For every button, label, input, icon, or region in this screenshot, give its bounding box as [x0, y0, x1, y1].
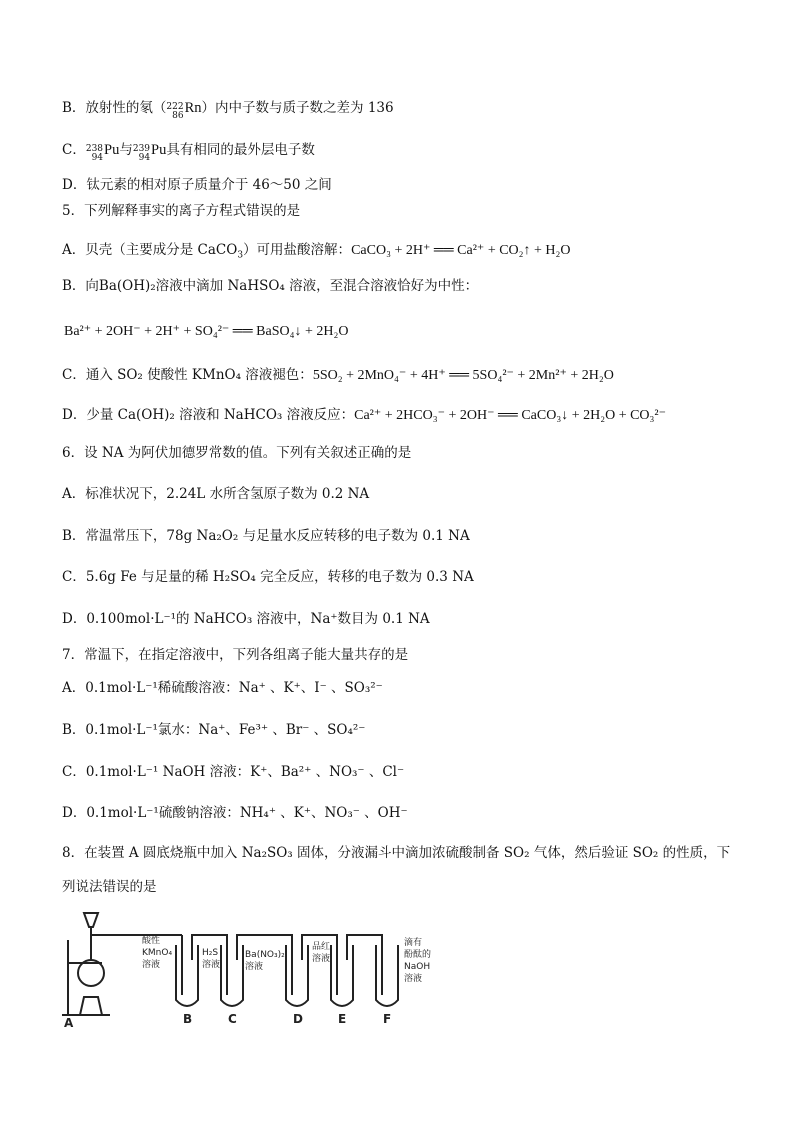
label-a: A [64, 1016, 74, 1030]
q8-stem-line1: 8．在装置 A 圆底烧瓶中加入 Na₂SO₃ 固体，分液漏斗中滴加浓硫酸制备 SO₂ 气体，然后验证 SO₂ 的性质，下 [62, 845, 731, 861]
rn-isotope-numbers [166, 103, 183, 121]
q7-option-c: C．0.1mol·L⁻¹ NaOH 溶液：K⁺、Ba²⁺ 、NO₃⁻ 、Cl⁻ [62, 764, 405, 780]
q4-option-d: D．钛元素的相对原子质量介于 46～50 之间 [62, 177, 332, 193]
q7-option-d: D．0.1mol·L⁻¹硫酸钠溶液：NH₄⁺ 、K⁺、NO₃⁻ 、OH⁻ [62, 805, 408, 821]
q6-stem: 6．设 NA 为阿伏加德罗常数的值。下列有关叙述正确的是 [62, 445, 412, 461]
reagent-b-line2: KMnO₄ [142, 948, 173, 958]
reagent-e-line2: 溶液 [312, 954, 331, 964]
q6-option-a: A．标准状况下，2.24L 水所含氢原子数为 0.2 NA [62, 486, 370, 502]
test-tube-b [176, 945, 198, 1006]
q4c-mid: 与 [119, 142, 133, 158]
q4c-prefix: C． [62, 142, 86, 158]
q4-option-c [62, 140, 315, 163]
q5a-label: A．贝壳（主要成分是 CaCO [62, 242, 238, 258]
q4b-prefix: B．放射性的氡（ [62, 100, 167, 116]
test-tube-f [376, 945, 398, 1006]
reagent-e-line1: 品红 [312, 942, 331, 952]
reagent-b-line1: 酸性 [142, 936, 161, 946]
q5a-label-sub: 3 [237, 250, 244, 261]
reagent-f-line1: 滴有 [404, 938, 423, 948]
q7-option-b: B．0.1mol·L⁻¹氯水：Na⁺、Fe³⁺ 、Br⁻ 、SO₄²⁻ [62, 722, 366, 738]
q5-option-b: B．向Ba(OH)₂溶液中滴加 NaHSO₄ 溶液，至混合溶液恰好为中性： [62, 278, 479, 294]
reagent-c-line1: H₂S [202, 948, 219, 958]
rn-atomic-number: 86 [172, 111, 184, 121]
q7-option-a: A．0.1mol·L⁻¹稀硫酸溶液：Na⁺ 、K⁺、I⁻ 、SO₃²⁻ [62, 680, 383, 696]
q5c-equation: 5SO₂ + 2MnO₄⁻ + 4H⁺ ══ 5SO₄²⁻ + 2Mn²⁺ + 2H₂O [312, 368, 614, 383]
q6-option-d: D．0.100mol·L⁻¹的 NaHCO₃ 溶液中，Na⁺数目为 0.1 NA [62, 611, 430, 627]
q6-option-b: B．常温常压下，78g Na₂O₂ 与足量水反应转移的电子数为 0.1 NA [62, 528, 470, 544]
separatory-funnel [84, 913, 98, 927]
q4b-suffix: ）内中子数与质子数之差为 136 [201, 100, 394, 116]
q8-stem-line2: 列说法错误的是 [62, 879, 157, 895]
test-tube-d [286, 945, 308, 1006]
reagent-f-line4: 溶液 [404, 974, 423, 984]
q5d-label: D．少量 Ca(OH)₂ 溶液和 NaHCO₃ 溶液反应： [62, 407, 355, 423]
reagent-f-line2: 酚酞的 [404, 950, 432, 960]
q4-option-b [62, 98, 394, 121]
q4c-suffix: 具有相同的最外层电子数 [166, 142, 315, 158]
reagent-d-line1: Ba(NO₃)₂ [245, 950, 285, 960]
rn-mass-number: 222 [166, 102, 184, 112]
q5-option-a [62, 240, 571, 261]
burner-icon [80, 997, 102, 1015]
test-tube-e [331, 945, 353, 1006]
pu239-symbol: Pu [151, 142, 167, 158]
label-b: B [183, 1012, 193, 1026]
q7-stem: 7．常温下，在指定溶液中，下列各组离子能大量共存的是 [62, 647, 409, 663]
apparatus-diagram [62, 905, 462, 1030]
label-f: F [383, 1012, 392, 1026]
reagent-d-line2: 溶液 [245, 962, 264, 972]
pu239-atomic: 94 [138, 153, 151, 163]
reagent-b-line3: 溶液 [142, 960, 161, 970]
q5a-label2: ）可用盐酸溶解： [243, 242, 352, 258]
pu238-atomic: 94 [91, 153, 104, 163]
q5-option-c [62, 365, 614, 386]
q5a-equation: CaCO₃ + 2H⁺ ══ Ca²⁺ + CO₂↑ + H₂O [351, 243, 571, 258]
reagent-f-line3: NaOH [404, 962, 431, 972]
pu238-mass: 238 [85, 144, 104, 154]
reagent-c-line2: 溶液 [202, 960, 221, 970]
q5d-equation: Ca²⁺ + 2HCO₃⁻ + 2OH⁻ ══ CaCO₃↓ + 2H₂O + CO₃²⁻ [354, 408, 667, 423]
pu239-numbers [133, 145, 150, 163]
pu238-numbers [86, 145, 103, 163]
label-d: D [293, 1012, 303, 1026]
q5c-label: C．通入 SO₂ 使酸性 KMnO₄ 溶液褪色： [62, 367, 313, 383]
pu238-symbol: Pu [104, 142, 120, 158]
pu239-mass: 239 [132, 144, 151, 154]
q6-option-c: C．5.6g Fe 与足量的稀 H₂SO₄ 完全反应，转移的电子数为 0.3 NA [62, 569, 474, 585]
q5-option-d [62, 405, 666, 426]
label-c: C [228, 1012, 237, 1026]
q5-stem: 5．下列解释事实的离子方程式错误的是 [62, 203, 301, 219]
test-tube-c [221, 945, 243, 1006]
rn-symbol: Rn [184, 100, 202, 116]
label-e: E [338, 1012, 347, 1026]
q5b-equation: Ba²⁺ + 2OH⁻ + 2H⁺ + SO₄²⁻ ══ BaSO₄↓ + 2H₂O [64, 324, 349, 339]
